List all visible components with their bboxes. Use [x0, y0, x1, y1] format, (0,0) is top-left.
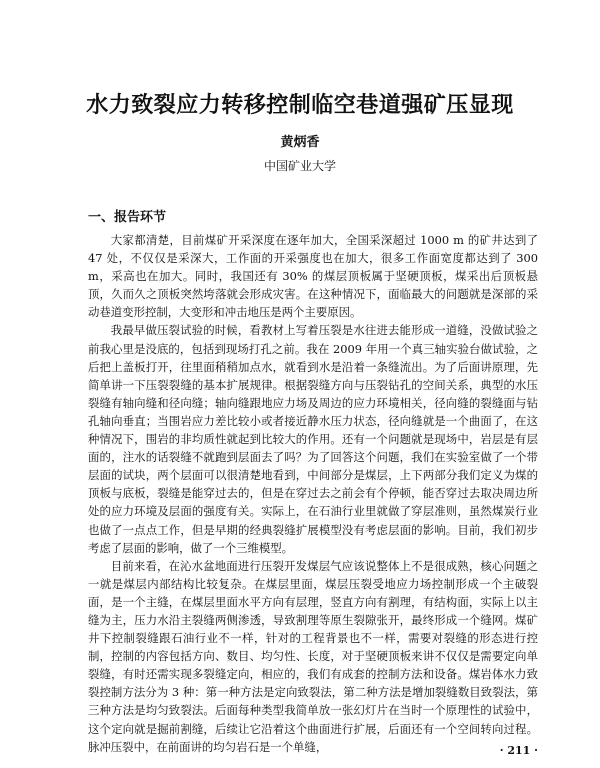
- paper-author: 黄炳香: [280, 135, 320, 150]
- body-text: [88, 231, 538, 756]
- section-heading: 一、报告环节: [88, 210, 167, 225]
- paragraph-3: 目前来看，在沁水盆地面进行压裂开发煤层气应该说整体上不是很成熟，核心问题之一就是煤层内部结构比较复杂。在煤层里面，煤层压裂受地应力场控制形成一个主破裂面，是一个主缝，在煤层里面水平方向有层理，竖直方向有割理，有结构面，实际上以主缝为主，压力水沿主裂缝两侧渗透，导致割理等原生裂隙张开，最终形成一个缝网。煤矿井下控制裂缝跟石油行业不一样，针对的工程背景也不一样，需要对裂缝的形态进行控制，控制的内容包括方向、数目、均匀性、长度，对于坚硬顶板来讲不仅仅是需要定向单裂缝，有时还需实现多裂缝定向，相应的，我们有成套的控制方法和设备。煤岩体水力致裂控制方法分为 3 种：第一种方法是定向致裂法，第二种方法是增加裂缝数目致裂法，第三种方法是均匀致裂法。后面每种类型我简单放一张幻灯片在当时一个原理性的试验中，这个定向就是掘前割缝，后续让它沿着这个曲面进行扩展，后面还有一个空间转向过程。脉冲压裂中，在前面讲的均匀岩石是一个单缝，: [88, 558, 538, 754]
- paper-title: 水力致裂应力转移控制临空巷道强矿压显现: [86, 92, 514, 118]
- paper-affiliation: 中国矿业大学: [263, 159, 336, 173]
- page-number: · 211 ·: [499, 744, 538, 757]
- paragraph-2: 我最早做压裂试验的时候，看教材上写着压裂是水往进去能形成一道缝，没做试验之前我心里是没底的，包括到现场打孔之前。我在 2009 年用一个真三轴实验台做试验，之后把上盖板打开，往里面稍稍加点水，就看到水是沿着一条缝流出。为了后面讲原理，先简单讲一下压裂裂缝的基本扩展规律。根据裂缝方向与压裂钻孔的空间关系，典型的水压裂缝有轴向缝和径向缝；轴向缝跟地应力场及周边的应力环境相关，径向缝的裂缝面与钻孔轴向垂直；当围岩应力差比较小或者接近静水压力状态，径向缝就是一个曲面了，在这种情况下，围岩的非均质性就起到比较大的作用。还有一个问题就是现场中，岩层是有层面的，注水的话裂缝不就跑到层面去了吗？为了回答这个问题，我们在实验室做了一个带层面的试块，两个层面可以很清楚地看到，中间部分是煤层，上下两部分我们定义为煤的顶板与底板，裂缝是能穿过去的，但是在穿过去之前会有个停顿，能否穿过去取决周边所处的应力环境及层面的强度有关。实际上，在石油行业里就做了穿层准则，虽然煤炭行业也做了一点点工作，但是早期的经典裂缝扩展模型没有考虑层面的影响。目前，我们初步考虑了层面的影响，做了一个三维模型。: [88, 323, 538, 555]
- paragraph-1: 大家都清楚，目前煤矿开采深度在逐年加大，全国采深超过 1000 m 的矿井达到了 47 处，不仅仅是采深大，工作面的开采强度也在加大，很多工作面宽度都达到了 300 m，采高也在加大。同时，我国还有 30% 的煤层顶板属于坚硬顶板，煤采出后顶板悬顶，久而久之顶板突然垮落就会形成灾害。在这种情况下，面临最大的问题就是深部的采动巷道变形控制，大变形和冲击地压是两个主要原因。: [88, 233, 538, 320]
